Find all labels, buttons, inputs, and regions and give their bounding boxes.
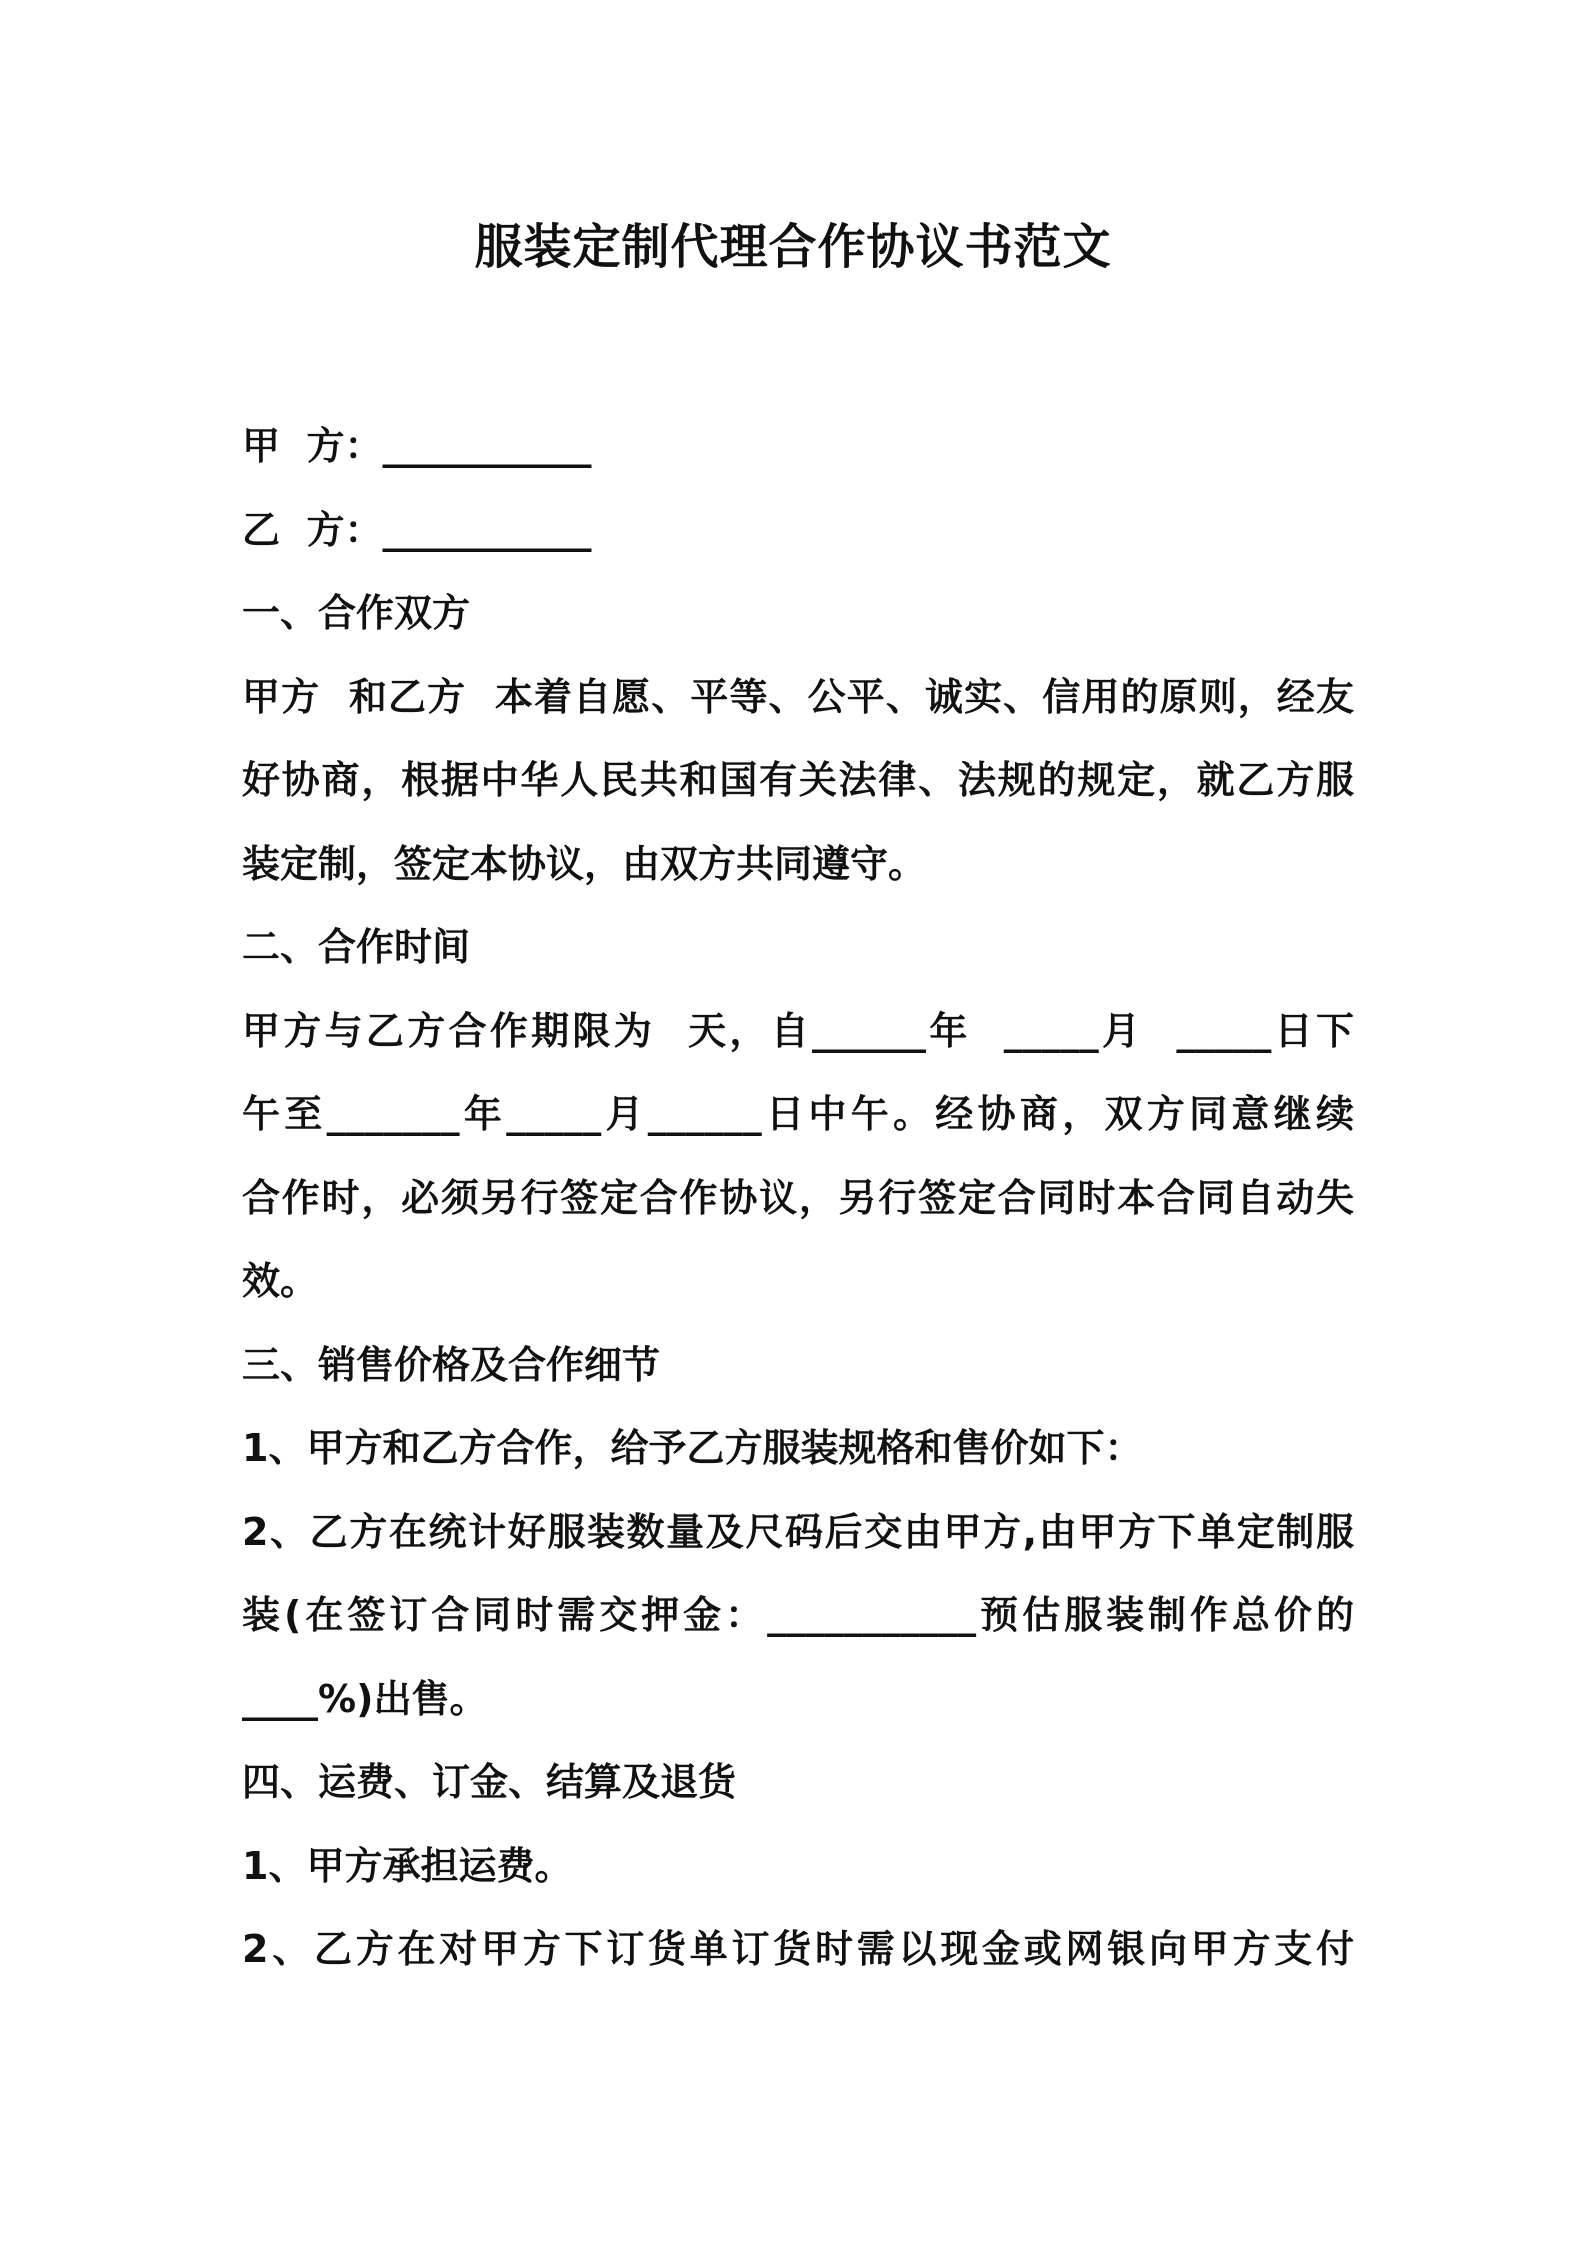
party-a-line: 甲 方：___________ xyxy=(242,424,592,468)
clause-line: 装(在签订合同时需交押金：___________预估服装制作总价的 xyxy=(242,1593,1354,1637)
clause-line: ____%)出售。 xyxy=(242,1676,488,1721)
party-b-line: 乙 方：___________ xyxy=(242,507,592,552)
clause-line: 2、乙方在对甲方下订货单订货时需以现金或网银向甲方支付 xyxy=(242,1927,1354,1971)
clause-line: 1、甲方和乙方合作，给予乙方服装规格和售价如下： xyxy=(242,1426,1143,1470)
section-heading-4: 四、运费、订金、结算及退货 xyxy=(242,1760,737,1804)
clause-line: 2、乙方在统计好服装数量及尺码后交由甲方,由甲方下单定制服 xyxy=(242,1509,1354,1554)
section-heading-1: 一、合作双方 xyxy=(242,591,471,635)
paragraph-line: 合作时，必须另行签定合作协议，另行签定合同时本合同自动失 xyxy=(242,1175,1354,1220)
section-heading-2: 二、合作时间 xyxy=(242,925,471,969)
paragraph-line: 效。 xyxy=(242,1259,319,1303)
document-title: 服装定制代理合作协议书范文 xyxy=(474,219,1112,275)
document-body xyxy=(242,405,1354,1992)
paragraph-line: 装定制，签定本协议，由双方共同遵守。 xyxy=(242,841,927,886)
clause-line: 1、甲方承担运费。 xyxy=(242,1843,573,1888)
paragraph-line: 午至_______年_____月______日中午。经协商，双方同意继续 xyxy=(242,1092,1354,1136)
paragraph-line: 好协商，根据中华人民共和国有关法律、法规的规定，就乙方服 xyxy=(242,758,1354,802)
paragraph-line: 甲方 和乙方 本着自愿、平等、公平、诚实、信用的原则，经友 xyxy=(242,674,1354,719)
paragraph-line: 甲方与乙方合作期限为 天，自______年 _____月 _____日下 xyxy=(242,1008,1354,1053)
section-heading-3: 三、销售价格及合作细节 xyxy=(242,1342,661,1387)
